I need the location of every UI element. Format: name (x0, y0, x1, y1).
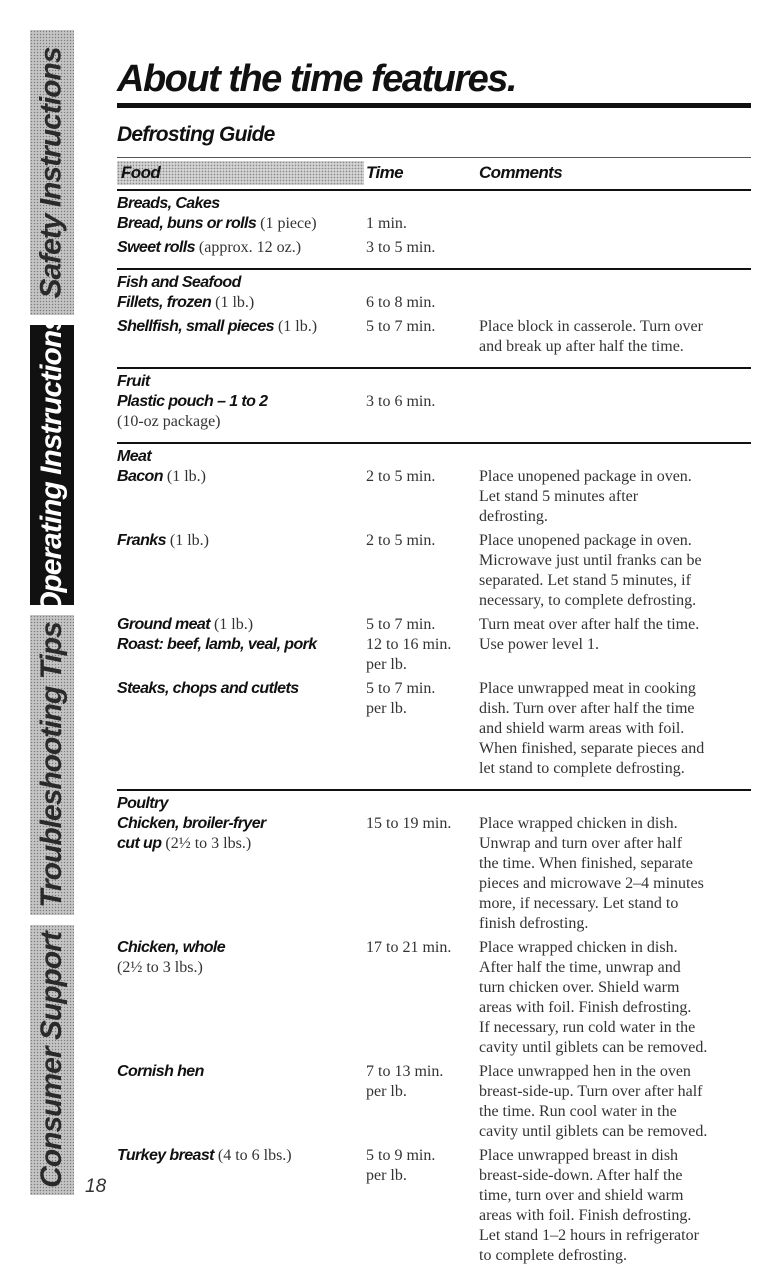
table-row (117, 1062, 751, 1142)
food-cell (117, 531, 357, 551)
comment-line: more, if necessary. Let stand to (479, 895, 679, 912)
time-cell (366, 679, 478, 719)
comment-line: Let stand 1–2 hours in refrigerator (479, 1227, 699, 1244)
time-line: 17 to 21 min. (366, 939, 452, 956)
table-header-row (117, 157, 751, 191)
time-line: 15 to 19 min. (366, 815, 452, 832)
time-line: 5 to 9 min. (366, 1147, 436, 1164)
food-cell (117, 1146, 357, 1166)
side-tab-label: Consumer Support (35, 932, 69, 1188)
comment-line: Place block in casserole. Turn over (479, 318, 703, 335)
time-line: 6 to 8 min. (366, 294, 436, 311)
time-line: per lb. (366, 1167, 407, 1184)
food-quantity: (1 lb.) (211, 294, 255, 311)
page-number: 18 (85, 1176, 107, 1197)
food-quantity: (4 to 6 lbs.) (213, 1147, 292, 1164)
comment-line: defrosting. (479, 508, 548, 525)
food-quantity: (1 lb.) (165, 532, 209, 549)
category-heading: Meat (117, 448, 152, 465)
comment-line: Place wrapped chicken in dish. (479, 815, 678, 832)
comment-line: Place wrapped chicken in dish. (479, 939, 678, 956)
category-heading: Breads, Cakes (117, 195, 220, 212)
comment-line: and break up after half the time. (479, 338, 684, 355)
page-title: About the time features. (117, 58, 516, 100)
food-category-section (117, 270, 751, 369)
defrosting-guide-table (117, 157, 751, 1276)
column-header-time: Time (366, 163, 403, 182)
time-line: 3 to 6 min. (366, 393, 436, 410)
comment-line: dish. Turn over after half the time (479, 700, 695, 717)
comment-line: Microwave just until franks can be (479, 552, 702, 569)
comment-line: breast-side-up. Turn over after half (479, 1083, 703, 1100)
comment-cell (479, 938, 755, 1058)
table-row (117, 814, 751, 934)
time-line: per lb. (366, 700, 407, 717)
food-name: Bread, buns or rolls (117, 215, 257, 232)
side-tab-label: Operating Instructions (35, 315, 69, 615)
comment-line: areas with foil. Finish defrosting. (479, 1207, 692, 1224)
comment-line: Use power level 1. (479, 636, 599, 653)
food-quantity: (1 piece) (256, 215, 317, 232)
time-cell (366, 1062, 478, 1102)
table-row (117, 467, 751, 527)
food-quantity: (1 lb.) (209, 616, 254, 633)
comment-line: Place unwrapped hen in the oven (479, 1063, 691, 1080)
comment-line: If necessary, run cold water in the (479, 1019, 696, 1036)
comment-line: and shield warm areas with foil. (479, 720, 685, 737)
table-row (117, 938, 751, 1058)
food-category-section (117, 369, 751, 444)
comment-line: Place unwrapped breast in dish (479, 1147, 679, 1164)
table-body (117, 191, 751, 1276)
comment-line: Place unopened package in oven. (479, 532, 692, 549)
comment-cell (479, 679, 755, 779)
comment-line: let stand to complete defrosting. (479, 760, 685, 777)
table-row (117, 531, 751, 611)
time-line: 2 to 5 min. (366, 532, 436, 549)
food-cell (117, 238, 357, 258)
food-quantity: (1 lb.) (273, 318, 318, 335)
time-line: 5 to 7 min. (366, 616, 436, 633)
table-row (117, 635, 751, 675)
time-line: 1 min. (366, 215, 407, 232)
side-tab-label: Safety Instructions (35, 46, 68, 299)
time-cell (366, 238, 478, 258)
comment-line: breast-side-down. After half the (479, 1167, 683, 1184)
column-header-food: Food (121, 163, 161, 182)
comment-line: Let stand 5 minutes after (479, 488, 639, 505)
comment-line: necessary, to complete defrosting. (479, 592, 697, 609)
table-row (117, 238, 751, 258)
category-heading: Fish and Seafood (117, 274, 241, 291)
food-cell (117, 635, 357, 655)
comment-line: Place unopened package in oven. (479, 468, 692, 485)
time-cell (366, 938, 478, 958)
time-cell (366, 635, 478, 675)
comment-line: cavity until giblets can be removed. (479, 1039, 708, 1056)
food-quantity: (2½ to 3 lbs.) (161, 835, 252, 852)
food-category-section (117, 191, 751, 270)
food-name: Steaks, chops and cutlets (117, 680, 299, 697)
food-cell (117, 293, 357, 313)
comment-cell (479, 814, 755, 934)
time-line: 7 to 13 min. (366, 1063, 444, 1080)
food-name: Franks (117, 532, 166, 549)
food-cell (117, 317, 357, 337)
food-cell (117, 615, 357, 635)
comment-line: When finished, separate pieces and (479, 740, 705, 757)
comment-cell (479, 531, 755, 611)
table-row (117, 615, 751, 635)
food-quantity: (2½ to 3 lbs.) (117, 959, 203, 976)
time-line: 2 to 5 min. (366, 468, 436, 485)
time-line: 3 to 5 min. (366, 239, 436, 256)
time-line: per lb. (366, 1083, 407, 1100)
food-name: Fillets, frozen (117, 294, 212, 311)
side-tab-operating-instructions[interactable] (30, 315, 74, 615)
comment-line: cavity until giblets can be removed. (479, 1123, 708, 1140)
table-row (117, 293, 751, 313)
food-name: Ground meat (117, 616, 210, 633)
comment-line: Unwrap and turn over after half (479, 835, 683, 852)
time-cell (366, 814, 478, 834)
food-cell (117, 1062, 357, 1082)
comment-line: turn chicken over. Shield warm (479, 979, 680, 996)
comment-line: separated. Let stand 5 minutes, if (479, 572, 691, 589)
food-name: Chicken, whole (117, 939, 226, 956)
food-name: Chicken, broiler-fryer (117, 815, 266, 832)
comment-cell (479, 615, 755, 635)
food-cell (117, 392, 357, 432)
title-divider (117, 103, 751, 108)
side-tab-troubleshooting-tips[interactable] (30, 615, 74, 915)
food-cell (117, 814, 357, 854)
comment-line: the time. When finished, separate (479, 855, 693, 872)
food-name: Roast: beef, lamb, veal, pork (117, 636, 317, 653)
comment-cell (479, 1146, 755, 1266)
table-row (117, 1146, 751, 1266)
comment-line: areas with foil. Finish defrosting. (479, 999, 692, 1016)
food-name-continued: cut up (117, 835, 162, 852)
time-line: per lb. (366, 656, 407, 673)
comment-cell (479, 467, 755, 527)
food-cell (117, 938, 357, 978)
section-subtitle: Defrosting Guide (117, 123, 275, 146)
side-tab-label: Troubleshooting Tips (35, 622, 68, 908)
time-line: 5 to 7 min. (366, 680, 436, 697)
comment-line: After half the time, unwrap and (479, 959, 681, 976)
time-line: 12 to 16 min. (366, 636, 452, 653)
category-heading: Fruit (117, 373, 150, 390)
food-name: Turkey breast (117, 1147, 214, 1164)
food-category-section (117, 444, 751, 791)
food-cell (117, 214, 357, 234)
comment-line: time, turn over and shield warm (479, 1187, 684, 1204)
time-cell (366, 531, 478, 551)
comment-cell (479, 1062, 755, 1142)
food-name: Cornish hen (117, 1063, 204, 1080)
food-name: Plastic pouch – 1 to 2 (117, 393, 268, 410)
time-cell (366, 467, 478, 487)
comment-line: Turn meat over after half the time. (479, 616, 700, 633)
table-row (117, 317, 751, 357)
comment-line: Place unwrapped meat in cooking (479, 680, 696, 697)
food-name: Sweet rolls (117, 239, 195, 256)
comment-line: to complete defrosting. (479, 1247, 627, 1264)
time-line: 5 to 7 min. (366, 318, 436, 335)
column-header-comments: Comments (479, 163, 563, 182)
comment-cell (479, 635, 755, 655)
food-name: Bacon (117, 468, 163, 485)
time-cell (366, 392, 478, 412)
time-cell (366, 317, 478, 337)
table-row (117, 392, 751, 432)
table-row (117, 679, 751, 779)
food-category-section (117, 791, 751, 1276)
comment-line: the time. Run cool water in the (479, 1103, 677, 1120)
side-tab-safety-instructions[interactable] (30, 30, 74, 315)
side-tab-consumer-support[interactable] (30, 925, 74, 1195)
time-cell (366, 293, 478, 313)
time-cell (366, 214, 478, 234)
food-quantity: (1 lb.) (162, 468, 207, 485)
comment-cell (479, 317, 755, 357)
food-name: Shellfish, small pieces (117, 318, 274, 335)
food-quantity: (10-oz package) (117, 413, 221, 430)
food-cell (117, 679, 357, 699)
time-cell (366, 1146, 478, 1186)
comment-line: pieces and microwave 2–4 minutes (479, 875, 704, 892)
time-cell (366, 615, 478, 635)
comment-line: finish defrosting. (479, 915, 589, 932)
food-cell (117, 467, 357, 487)
food-quantity: (approx. 12 oz.) (194, 239, 302, 256)
category-heading: Poultry (117, 795, 168, 812)
table-row (117, 214, 751, 234)
